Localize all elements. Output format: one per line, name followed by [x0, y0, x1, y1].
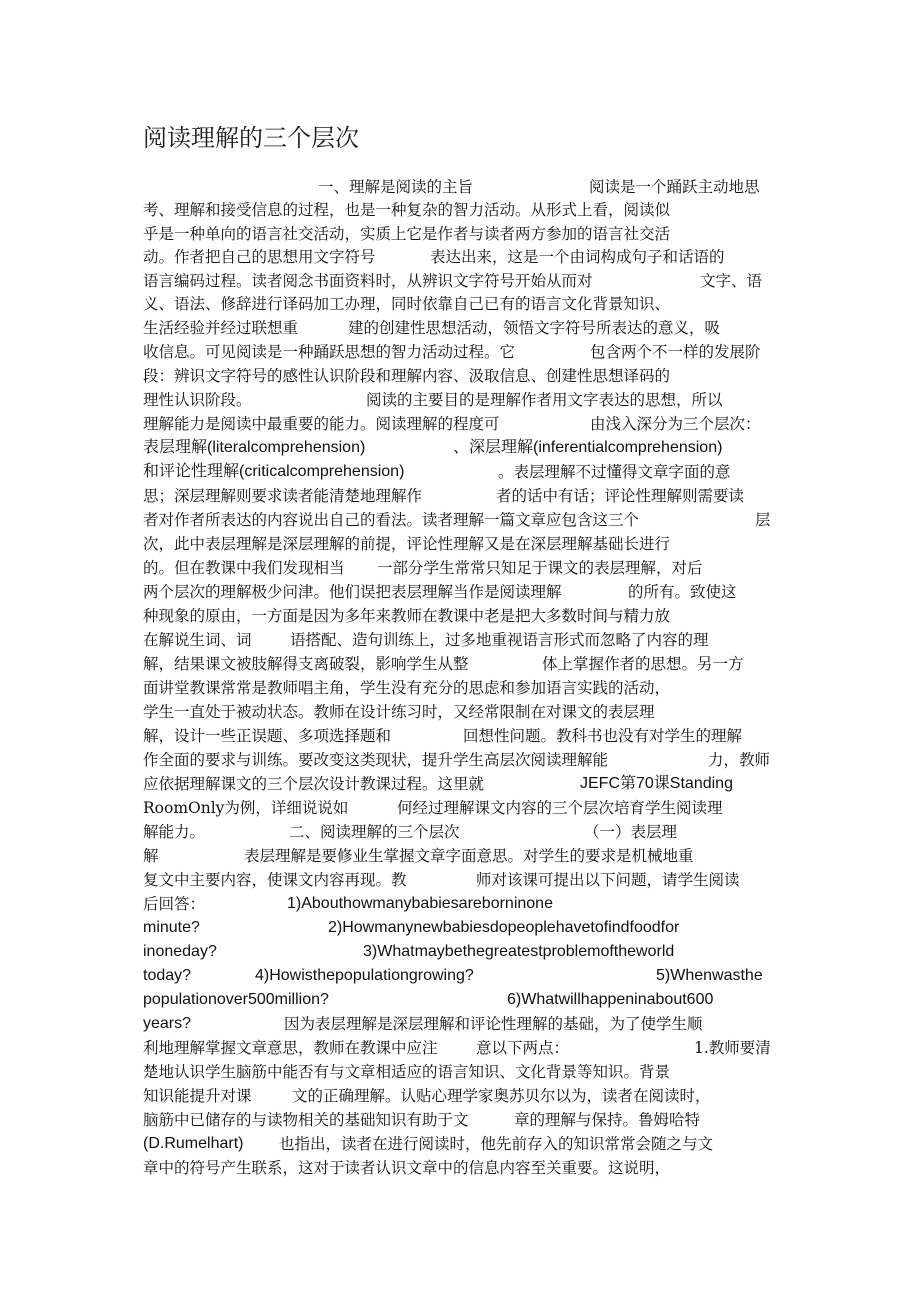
text-line	[0, 1157, 920, 1179]
text-segment: years?	[143, 1015, 192, 1032]
text-segment: 考、理解和接受信息的过程，也是一种复杂的智力活动。从形式上看，阅读似	[143, 201, 671, 219]
text-segment: 段：辨识文字符号的感性认识阶段和理解内容、汲取信息、创建性思想译码的	[143, 367, 671, 385]
text-line	[0, 176, 920, 198]
text-segment: today?	[143, 967, 192, 984]
text-segment: 章中的符号产生联系，这对于读者认识文章中的信息内容至关重要。这说明，	[143, 1159, 671, 1177]
text-segment: 应依据理解课文的三个层次设计教课过程。这里就	[143, 775, 485, 793]
text-segment: 的。但在教课中我们发现相当	[143, 559, 345, 577]
text-line	[0, 1133, 920, 1155]
text-line	[0, 725, 920, 747]
text-segment: minute?	[143, 919, 200, 936]
text-line	[0, 581, 920, 603]
text-segment: 动。作者把自己的思想用文字符号	[143, 248, 376, 266]
text-segment: 2)Howmanynewbabiesdopeoplehavetofindfoodfor	[328, 919, 680, 936]
text-segment: populationover500million?	[143, 991, 329, 1008]
text-segment: 一、理解是阅读的主旨	[318, 178, 474, 196]
text-segment: 语言编码过程。读者阅念书面资料时，从辨识文字符号开始从而对	[143, 272, 593, 290]
text-segment: 学生一直处于被动状态。教师在设计练习时，又经常限制在对课文的表层理	[143, 703, 655, 721]
text-segment: 1)Abouthowmanybabiesareborninone	[287, 895, 553, 912]
text-segment: 者的话中有话；评论性理解则需要读	[496, 487, 745, 505]
text-segment: 3)Whatmaybethegreatestproblemoftheworld	[363, 943, 675, 960]
text-line	[0, 941, 920, 963]
text-segment: RoomOnly为例，详细说说如	[143, 799, 349, 817]
text-segment: 力，教师	[708, 751, 771, 769]
text-line	[0, 341, 920, 363]
text-line	[0, 653, 920, 675]
text-segment: 何经过理解课文内容的三个层次培育学生阅读理	[397, 799, 723, 817]
text-segment: 生活经验并经过联想重	[143, 319, 299, 337]
text-line	[0, 989, 920, 1011]
text-line	[0, 1109, 920, 1131]
text-line	[0, 223, 920, 245]
text-line	[0, 701, 920, 723]
text-segment: 回想性问题。教科书也没有对学生的理解	[463, 727, 743, 745]
text-segment: 建的创建性思想活动，领悟文字符号所表达的意义，吸	[348, 319, 721, 337]
text-segment: 利地理解掌握文章意思，教师在教课中应注	[143, 1039, 438, 1057]
text-segment: 由浅入深分为三个层次：	[590, 415, 761, 433]
text-segment: 后回答：	[143, 895, 206, 913]
text-line	[0, 869, 920, 891]
text-segment: inoneday?	[143, 943, 217, 960]
text-segment: 表层理解是要修业生掌握文章字面意思。对学生的要求是机械地重	[244, 847, 694, 865]
text-segment: 体上掌握作者的思想。另一方	[542, 655, 744, 673]
text-segment: 章的理解与保持。鲁姆哈特	[514, 1111, 701, 1129]
text-line	[0, 413, 920, 435]
text-line	[0, 270, 920, 292]
text-line	[0, 509, 920, 531]
text-segment: 文的正确理解。认贴心理学家奥苏贝尔以为，读者在阅读时，	[292, 1087, 711, 1105]
text-segment: 种现象的原由，一方面是因为多年来教师在教课中老是把大多数时间与精力放	[143, 607, 671, 625]
text-segment: 解	[143, 847, 159, 865]
text-segment: 。表层理解不过懂得文章字面的意	[498, 463, 731, 481]
text-segment: 一部分学生常常只知足于课文的表层理解，对后	[377, 559, 703, 577]
text-line	[0, 246, 920, 268]
text-segment: 语搭配、造句训练上，过多地重视语言形式而忽略了内容的理	[290, 631, 709, 649]
text-line	[0, 533, 920, 555]
text-segment: 面讲堂教课常常是教师唱主角，学生没有充分的思虑和参加语言实践的活动，	[143, 679, 671, 697]
text-segment: 阅读的主要目的是理解作者用文字表达的思想，所以	[366, 391, 723, 409]
text-segment: 知识能提升对课	[143, 1087, 252, 1105]
text-line	[0, 389, 920, 411]
text-line	[0, 629, 920, 651]
text-segment: 义、语法、修辞进行译码加工办理，同时依靠自己已有的语言文化背景知识、	[143, 295, 671, 313]
text-line	[0, 821, 920, 843]
text-line	[0, 677, 920, 699]
text-line	[0, 317, 920, 339]
text-segment: 次，此中表层理解是深层理解的前提，评论性理解又是在深层理解基础长进行	[143, 535, 671, 553]
text-segment: 文字、语	[700, 272, 763, 290]
text-line	[0, 1085, 920, 1107]
text-line	[0, 773, 920, 795]
text-segment: 在解说生词、词	[143, 631, 252, 649]
text-segment: 意以下两点：	[476, 1039, 570, 1057]
text-line	[0, 461, 920, 483]
text-segment: 解能力。	[143, 823, 206, 841]
text-segment: 5)Whenwasthe	[656, 967, 763, 984]
text-segment: （一）表层理	[584, 823, 678, 841]
text-line	[0, 797, 920, 819]
text-segment: 和评论性理解(criticalcomprehension)	[143, 463, 405, 480]
text-segment: 表层理解(literalcomprehension)	[143, 439, 366, 456]
text-segment: 、深层理解(inferentialcomprehension)	[453, 439, 723, 456]
text-line	[0, 293, 920, 315]
text-segment: 也指出，读者在进行阅读时，他先前存入的知识常常会随之与文	[279, 1135, 714, 1153]
text-line	[0, 1061, 920, 1083]
text-line	[0, 749, 920, 771]
text-segment: 二、阅读理解的三个层次	[289, 823, 460, 841]
text-segment: 理性认识阶段。	[143, 391, 252, 409]
text-line	[0, 1037, 920, 1059]
text-line	[0, 605, 920, 627]
text-segment: 楚地认识学生脑筋中能否有与文章相适应的语言知识、文化背景等知识。背景	[143, 1063, 671, 1081]
text-segment: 解，结果课文被肢解得支离破裂，影响学生从整	[143, 655, 469, 673]
text-segment: 解，设计一些正误题、多项选择题和	[143, 727, 392, 745]
text-line	[0, 437, 920, 459]
text-segment: 理解能力是阅读中最重要的能力。阅读理解的程度可	[143, 415, 500, 433]
text-line	[0, 917, 920, 939]
text-line	[0, 845, 920, 867]
text-segment: 者对作者所表达的内容说出自己的看法。读者理解一篇文章应包含这三个	[143, 511, 640, 529]
text-segment: 1.教师要清	[694, 1039, 771, 1057]
text-line	[0, 365, 920, 387]
text-line	[0, 485, 920, 507]
text-segment: 复文中主要内容，使课文内容再现。教	[143, 871, 407, 889]
text-segment: 乎是一种单向的语言社交活动，实质上它是作者与读者两方参加的语言社交活	[143, 225, 671, 243]
text-segment: 作全面的要求与训练。要改变这类现状，提升学生高层次阅读理解能	[143, 751, 609, 769]
text-segment: 4)Howisthepopulationgrowing?	[255, 967, 474, 984]
text-segment: 因为表层理解是深层理解和评论性理解的基础，为了使学生顺	[284, 1015, 703, 1033]
text-segment: (D.Rumelhart)	[143, 1135, 244, 1152]
page-title: 阅读理解的三个层次	[143, 124, 359, 152]
text-segment: 表达出来，这是一个由词构成句子和话语的	[430, 248, 725, 266]
text-line	[0, 1013, 920, 1035]
text-segment: JEFC第70课Standing	[580, 775, 733, 792]
text-segment: 包含两个不一样的发展阶	[590, 343, 761, 361]
text-segment: 脑筋中已储存的与读物相关的基础知识有助于文	[143, 1111, 469, 1129]
text-segment: 思；深层理解则要求读者能清楚地理解作	[143, 487, 423, 505]
text-segment: 阅读是一个踊跃主动地思	[589, 178, 760, 196]
text-segment: 两个层次的理解极少问津。他们误把表层理解当作是阅读理解	[143, 583, 562, 601]
text-segment: 收信息。可见阅读是一种踊跃思想的智力活动过程。它	[143, 343, 516, 361]
text-line	[0, 557, 920, 579]
text-segment: 层	[755, 511, 771, 529]
text-segment: 的所有。致使这	[628, 583, 737, 601]
text-line	[0, 893, 920, 915]
text-line	[0, 965, 920, 987]
text-line	[0, 199, 920, 221]
text-segment: 6)Whatwillhappeninabout600	[507, 991, 714, 1008]
text-segment: 师对该课可提出以下问题，请学生阅读	[476, 871, 740, 889]
